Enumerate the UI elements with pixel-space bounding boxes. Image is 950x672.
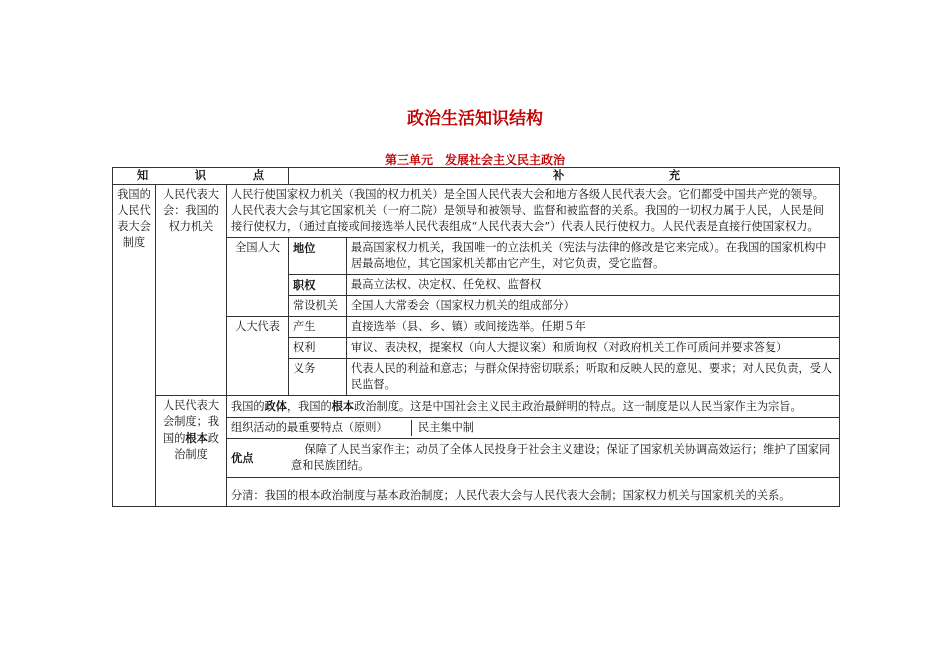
header-char: 充 [668,169,681,182]
section-label: 我国的人民代表大会制度 [113,185,156,507]
merit-key: 优点 [231,451,254,465]
deputies-label: 人大代表 [227,317,289,396]
npc-key: 地位 [289,238,347,275]
npc-key: 常设机关 [289,296,347,317]
header-char: 知 [137,169,149,182]
deputies-value: 直接选举（县、乡、镇）或间接选举。任期５年 [347,317,840,338]
merit-value: 保障了人民当家作主；动员了全体人民投身于社会主义建设；保证了国家机关协调高效运行；维护了国家同意和民族团结。 [291,443,831,472]
header-char: 识 [194,169,207,182]
principle-row [227,418,840,439]
merit-row [227,439,840,478]
header-supplement [289,168,840,185]
principle-value: 民主集中制 [418,421,474,434]
table-header-row [113,168,840,185]
npc-label: 全国人大 [227,238,289,317]
table-row [113,396,840,418]
document-title: 政治生活知识结构 [407,109,543,129]
deputies-key: 义务 [289,359,347,396]
distinguish-note: 分清：我国的根本政治制度与基本政治制度；人民代表大会与人民代表大会制；国家权力机关与国家机关的关系。 [227,478,840,507]
deputies-value: 审议、表决权，提案权（向人大提议案）和质询权（对政府机关工作可质问并要求答复） [347,338,840,359]
sub-label-system: 人民代表大会制度；我国的根本政治制度 [156,396,227,507]
power-organ-text: 人民行使国家权力机关（我国的权力机关）是全国人民代表大会和地方各级人民代表大会。它们都受中国共产党的领导。人民代表大会与其它国家机关（一府二院）是领导和被领导、监督和被监督的关系。我国的一切权力属于人民，人民是间接行使权力，（通过直接或间接选举人民代表组成“人民代表大会”）代表人民行使权力。人民代表是直接行使国家权力。 [227,185,840,238]
deputies-key: 产生 [289,317,347,338]
npc-value: 全国人大常委会（国家权力机关的组成部分） [347,296,840,317]
knowledge-table [112,167,840,507]
principle-key: 组织活动的最重要特点（原则） [231,420,412,436]
deputies-value: 代表人民的利益和意志；与群众保持密切联系；听取和反映人民的意见、要求；对人民负责，受人民监督。 [347,359,840,396]
unit-heading: 第三单元 发展社会主义民主政治 [384,153,565,167]
sub-label-power-organ: 人民代表大会：我国的权力机关 [156,185,227,396]
header-char: 点 [252,169,265,182]
header-char: 补 [553,169,565,182]
deputies-key: 权利 [289,338,347,359]
header-knowledge [113,168,289,185]
npc-value: 最高立法权、决定权、任免权、监督权 [347,275,840,296]
table-row [113,185,840,238]
npc-value: 最高国家权力机关，我国唯一的立法机关（宪法与法律的修改是它来完成）。在我国的国家机构中居最高地位，其它国家机关都由它产生，对它负责，受它监督。 [347,238,840,275]
npc-key: 职权 [289,275,347,296]
system-definition: 我国的政体，我国的根本政治制度。这是中国社会主义民主政治最鲜明的特点。这一制度是以人民当家作主为宗旨。 [227,396,840,418]
